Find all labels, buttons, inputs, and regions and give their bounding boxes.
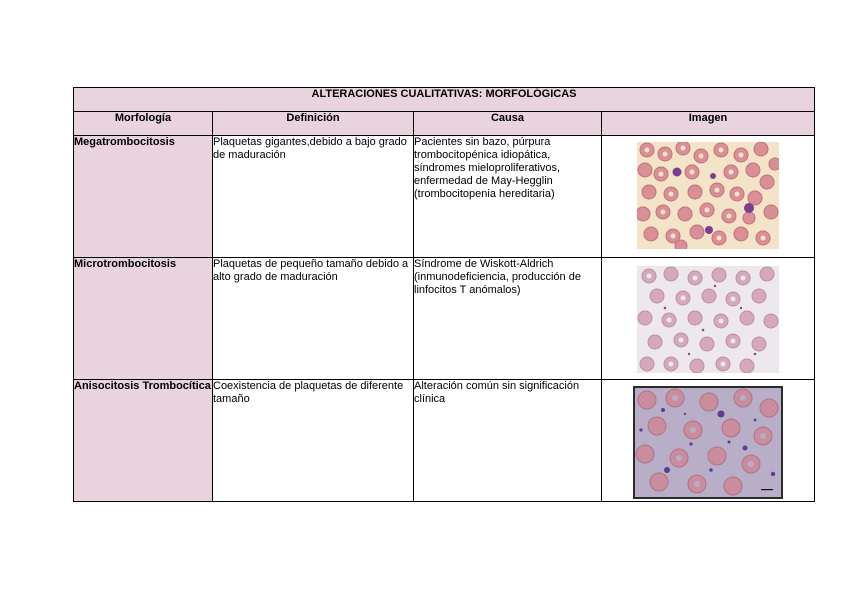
cause-text: Alteración común sin significación clínica [414, 380, 602, 502]
blood-smear-anisocytosis [633, 386, 783, 499]
image-cell [602, 258, 815, 380]
definition-text: Plaquetas gigantes,debido a bajo grado de maduración [213, 136, 414, 258]
blood-smear-microthrombocytosis [637, 266, 779, 373]
morphology-table [73, 87, 815, 502]
cause-text: Síndrome de Wiskott-Aldrich (inmunodeficiencia, producción de linfocitos T anómalos) [414, 258, 602, 380]
table-title: ALTERACIONES CUALITATIVAS: MORFOLÓGICAS [74, 88, 815, 112]
table-row [74, 258, 815, 380]
morphology-name: Anisocitosis Trombocítica [74, 380, 213, 502]
definition-text: Coexistencia de plaquetas de diferente tamaño [213, 380, 414, 502]
header-definicion: Definición [213, 112, 414, 136]
morphology-name: Microtrombocitosis [74, 258, 213, 380]
table-row [74, 380, 815, 502]
cause-text: Pacientes sin bazo, púrpura trombocitopénica idiopática, síndromes mieloproliferativos, enfermedad de May-Hegglin (trombocitopenia hereditaria) [414, 136, 602, 258]
table-header-row [74, 112, 815, 136]
header-causa: Causa [414, 112, 602, 136]
header-imagen: Imagen [602, 112, 815, 136]
definition-text: Plaquetas de pequeño tamaño debido a alto grado de maduración [213, 258, 414, 380]
table-row [74, 136, 815, 258]
image-cell [602, 136, 815, 258]
image-cell [602, 380, 815, 502]
morphology-name: Megatrombocitosis [74, 136, 213, 258]
blood-smear-megathrombocytosis [637, 142, 779, 249]
table-title-row [74, 88, 815, 112]
header-morfologia: Morfología [74, 112, 213, 136]
